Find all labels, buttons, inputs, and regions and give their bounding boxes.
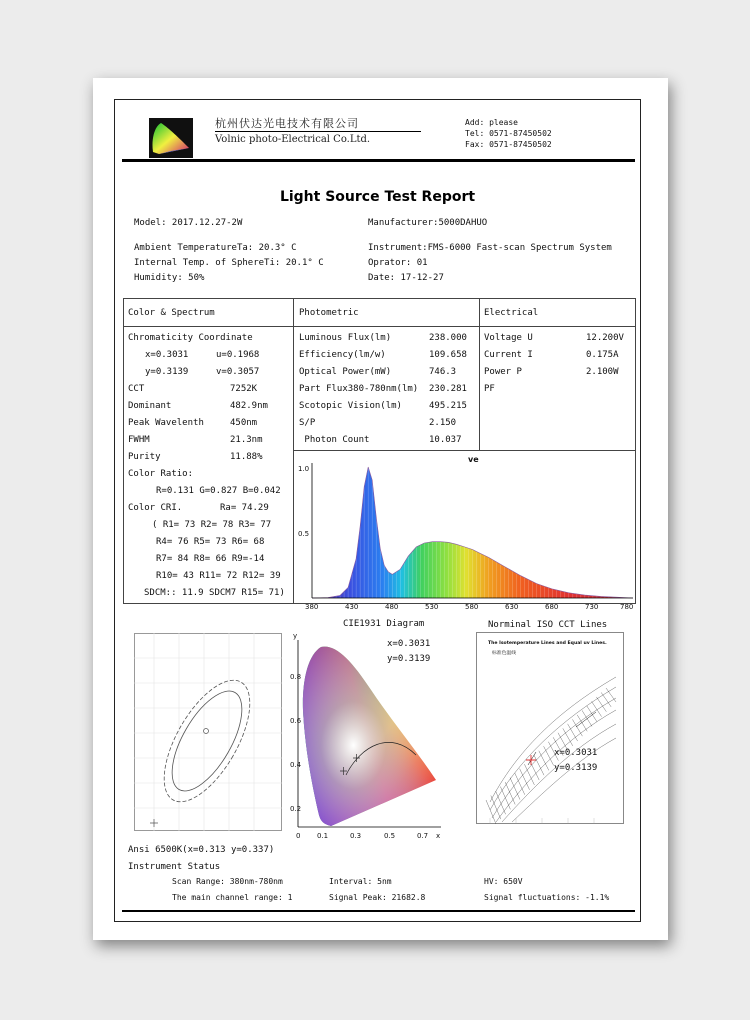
instrument-status: Instrument Status [128,862,221,872]
interval: Interval: 5nm [329,877,392,886]
ansi-reference: Ansi 6500K(x=0.313 y=0.337) [128,845,275,855]
photo-label: Photon Count [299,435,370,445]
cie-x-tick: 0.7 [417,832,429,840]
iso-cct-diagram [476,632,624,824]
report-title: Light Source Test Report [279,189,476,205]
photo-value: 10.037 [429,435,462,445]
elec-value: 2.100W [586,367,619,377]
fax: Fax: 0571-87450502 [465,140,552,149]
spectrum-y-tick: 1.0 [298,465,310,473]
instrument: Instrument:FMS-6000 Fast-scan Spectrum System [368,243,612,253]
spectrum-x-tick: 680 [545,603,559,611]
manufacturer: Manufacturer:5000DAHUO [368,218,488,228]
electrical-heading: Electrical [484,308,539,318]
color-row-value: 450nm [230,418,258,428]
cie-y-tick: 0.6 [290,717,302,725]
telephone: Tel: 0571-87450502 [465,129,552,138]
color-row-value: 11.88% [230,452,263,462]
chroma-u: u=0.1968 [216,350,260,360]
cie-y-value: y=0.3139 [387,654,431,664]
cie-x-axis-label: x [436,832,441,840]
iso-x-value: x=0.3031 [554,748,598,758]
spectrum-x-tick: 480 [385,603,399,611]
model: Model: 2017.12.27-2W [134,218,243,228]
operator: Oprator: 01 [368,258,428,268]
sdcm: SDCM:: 11.9 SDCM7 R15= 71) [144,588,285,598]
chroma-heading: Chromaticity Coordinate [128,333,253,343]
iso-title: Norminal ISO CCT Lines [488,620,608,630]
cie-y-tick: 0.4 [290,761,302,769]
cie-y-tick: 0.8 [290,673,302,681]
ratio-values: R=0.131 G=0.827 B=0.042 [156,486,281,496]
spectrum-x-tick: 380 [305,603,319,611]
photo-label: Scotopic Vision(lm) [299,401,402,411]
cie-title: CIE1931 Diagram [343,619,425,629]
report-paper [93,78,668,940]
cri-line: R10= 43 R11= 72 R12= 39 [156,571,281,581]
chroma-x: x=0.3031 [145,350,189,360]
spectrum-x-tick: 780 [620,603,634,611]
cie-y-axis-label: y [293,632,298,640]
address: Add: please [465,118,518,127]
spectrum-x-tick: 430 [345,603,359,611]
color-row-label: Dominant [128,401,172,411]
photo-value: 746.3 [429,367,457,377]
photo-value: 230.281 [429,384,467,394]
cri-line: R7= 84 R8= 66 R9=-14 [156,554,265,564]
cri-line: R4= 76 R5= 73 R6= 68 [156,537,265,547]
cie-diagram [291,630,461,840]
color-heading: Color & Spectrum [128,308,215,318]
spectrum-y-tick: 0.5 [298,530,310,538]
cie-x-tick: 0.1 [317,832,329,840]
signal-peak: Signal Peak: 21682.8 [329,893,426,902]
color-row-value: 21.3nm [230,435,263,445]
elec-label: PF [484,384,495,394]
color-row-label: Peak Wavelenth [128,418,204,428]
company-name-en: Volnic photo-Electrical Co.Ltd. [215,134,371,145]
photo-label: S/P [299,418,316,428]
ambient-temp: Ambient TemperatureTa: 20.3° C [134,243,297,253]
hv: HV: 650V [484,877,523,886]
spectrum-title: ve [468,455,479,464]
cie-x-value: x=0.3031 [387,639,431,649]
photo-value: 495.215 [429,401,467,411]
photo-label: Efficiency(lm/w) [299,350,386,360]
cie-x-tick: 0 [296,832,301,840]
color-row-value: 7252K [230,384,258,394]
elec-value: 12.200V [586,333,624,343]
color-row-label: FWHM [128,435,150,445]
date: Date: 17-12-27 [368,273,444,283]
elec-value: 0.175A [586,350,619,360]
report-frame [114,99,641,922]
color-row-value: 482.9nm [230,401,268,411]
elec-label: Current I [484,350,533,360]
color-row-label: Purity [128,452,161,462]
humidity: Humidity: 50% [134,273,205,283]
photo-value: 109.658 [429,350,467,360]
photometric-heading: Photometric [299,308,359,318]
cie-x-tick: 0.3 [350,832,362,840]
signal-fluctuation: Signal fluctuations: -1.1% [484,893,610,902]
ellipse-diagram [134,633,282,831]
cri-ra: Ra= 74.29 [220,503,269,513]
company-name-cn: 杭州伏达光电技术有限公司 [215,117,359,130]
channel-range: The main channel range: 1 [172,893,293,902]
internal-temp: Internal Temp. of SphereTi: 20.1° C [134,258,324,268]
photo-label: Part Flux380-780nm(lm) [299,384,419,394]
ratio-label: Color Ratio: [128,469,194,479]
iso-y-value: y=0.3139 [554,763,598,773]
header-rule [122,159,635,162]
spectrum-x-tick: 730 [585,603,599,611]
color-row-label: CCT [128,384,145,394]
footer-rule [122,910,635,912]
elec-label: Voltage U [484,333,533,343]
iso-caption: The Isotemperature Lines and Equal uv Lines. [488,641,607,646]
photo-value: 2.150 [429,418,457,428]
cie-x-tick: 0.5 [384,832,396,840]
iso-caption-cn: 标准色温线 [492,651,516,656]
photo-label: Optical Power(mW) [299,367,392,377]
spectrum-x-tick: 580 [465,603,479,611]
cri-label: Color CRI. [128,503,183,513]
photo-value: 238.000 [429,333,467,343]
spectrum-x-tick: 530 [425,603,439,611]
cie-y-tick: 0.2 [290,805,302,813]
scan-range: Scan Range: 380nm-780nm [172,877,283,886]
spectrum-x-tick: 630 [505,603,519,611]
photo-label: Luminous Flux(lm) [299,333,392,343]
company-logo [149,118,193,158]
spectrum-chart [293,451,636,611]
chroma-y: y=0.3139 [145,367,189,377]
chroma-v: v=0.3057 [216,367,260,377]
cri-line: ( R1= 73 R2= 78 R3= 77 [152,520,272,530]
elec-label: Power P [484,367,522,377]
